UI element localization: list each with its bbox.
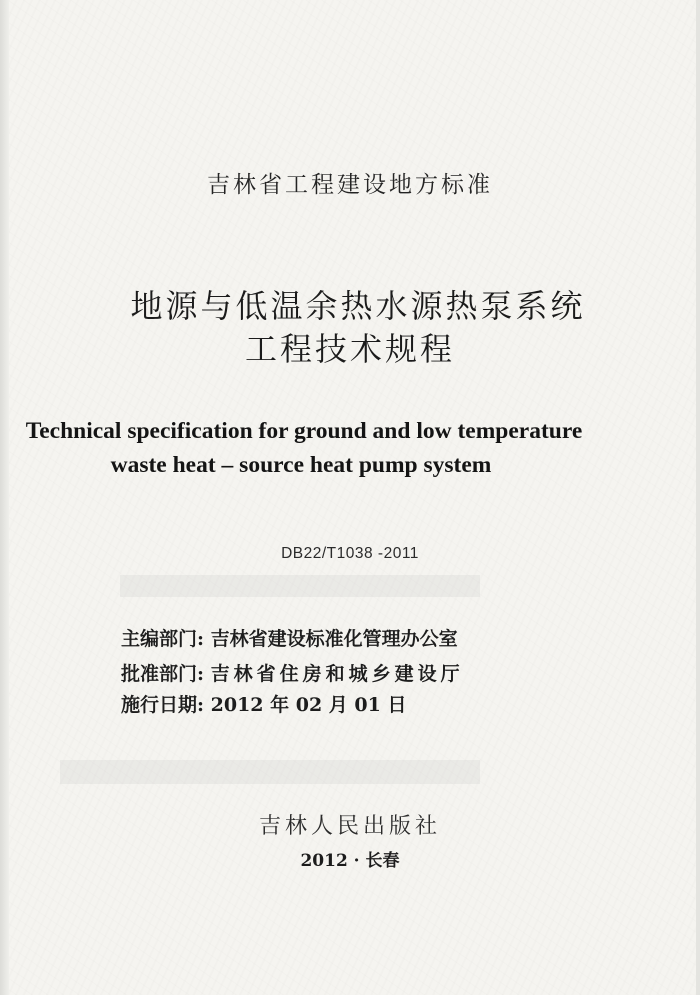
- info-value: 2012 年 02 月 01 日: [210, 694, 407, 716]
- main-title-line-2: 工程技术规程: [244, 330, 455, 368]
- english-title-line-1: Technical specification for ground and low temperature: [25, 418, 583, 444]
- info-row-editor: [121, 624, 458, 651]
- standard-code: DB22/T1038 -2011: [281, 545, 419, 562]
- faded-watermark: [60, 760, 480, 784]
- info-label: 主编部门:: [121, 628, 205, 650]
- info-label: 批准部门:: [121, 663, 205, 685]
- main-title-line-1: 地源与低温余热水源热泵系统: [130, 287, 586, 325]
- info-label: 施行日期:: [121, 694, 205, 716]
- standard-series-title: 吉林省工程建设地方标准: [207, 172, 493, 198]
- info-row-approver: [121, 659, 464, 686]
- faded-watermark: [120, 575, 480, 597]
- publisher-name: 吉林人民出版社: [258, 814, 441, 839]
- info-row-effective-date: [121, 690, 406, 717]
- info-value: 吉林省建设标准化管理办公室: [210, 628, 458, 650]
- publication-year-place: 2012 · 长春: [300, 851, 400, 871]
- english-title-line-2: waste heat – source heat pump system: [110, 452, 492, 478]
- info-value: 吉林省住房和城乡建设厅: [210, 663, 464, 685]
